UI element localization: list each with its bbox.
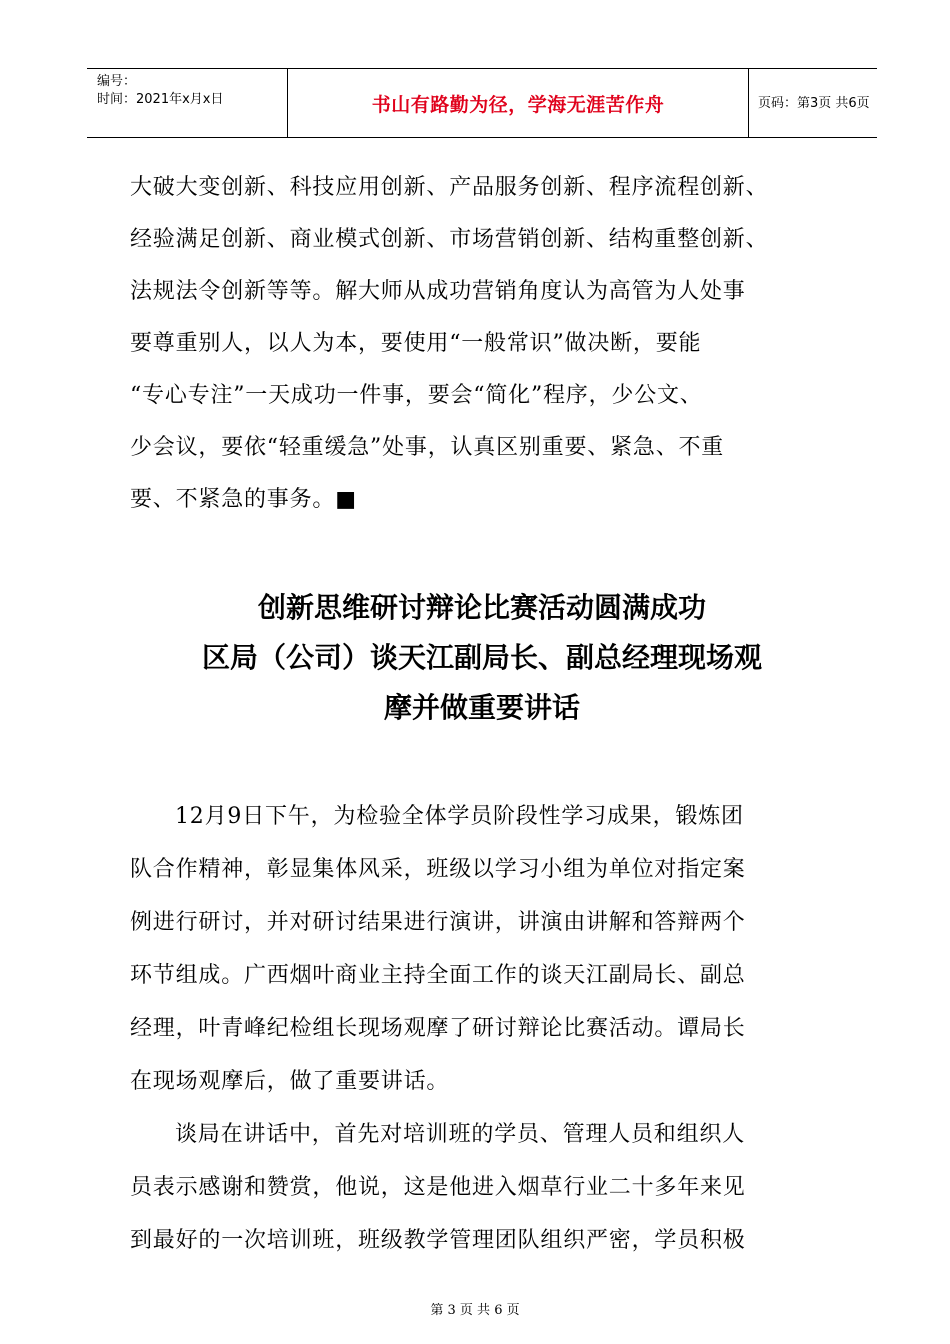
- article-title-line-1: 创新思维研讨辩论比赛活动圆满成功: [257, 591, 706, 624]
- text-line: 队合作精神，彰显集体风采，班级以学习小组为单位对指定案: [130, 857, 746, 882]
- page-code: 页码：第3页 共6页: [758, 95, 870, 111]
- text-line: 经验满足创新、商业模式创新、市场营销创新、结构重整创新、: [130, 227, 769, 252]
- text-line: 到最好的一次培训班，班级教学管理团队组织严密，学员积极: [130, 1228, 746, 1253]
- paragraph-2: [130, 790, 833, 1267]
- text-line: “专心专注”一天成功一件事，要会“简化”程序，少公文、: [130, 383, 703, 408]
- text-line: 在现场观摩后，做了重要讲话。: [130, 1069, 450, 1094]
- header-meta-cell: [87, 69, 287, 137]
- number-label: 编号：: [97, 74, 137, 89]
- text-line: 大破大变创新、科技应用创新、产品服务创新、程序流程创新、: [130, 175, 769, 200]
- text-line: 法规法令创新等等。解大师从成功营销角度认为高管为人处事: [130, 279, 746, 304]
- header-motto-cell: [287, 69, 749, 137]
- paragraph-1: [130, 162, 833, 526]
- document-header: [87, 68, 877, 138]
- text-line: 例进行研讨，并对研讨结果进行演讲，讲演由讲解和答辩两个: [130, 910, 746, 935]
- text-line: 谈局在讲话中，首先对培训班的学员、管理人员和组织人: [175, 1122, 746, 1147]
- text-line: 要、不紧急的事务。■: [130, 487, 357, 512]
- time-label: 时间：2021年x月x日: [97, 92, 224, 107]
- article-title-line-3: 摩并做重要讲话: [383, 691, 580, 724]
- text-line: 经理，叶青峰纪检组长现场观摩了研讨辩论比赛活动。谭局长: [130, 1016, 746, 1041]
- text-line: 要尊重别人，以人为本，要使用“一般常识”做决断，要能: [130, 331, 702, 356]
- text-line: 少会议，要依“轻重缓急”处事，认真区别重要、紧急、不重: [130, 435, 725, 460]
- text-line: 环节组成。广西烟叶商业主持全面工作的谈天江副局长、副总: [130, 963, 746, 988]
- motto-text: 书山有路勤为径，学海无涯苦作舟: [371, 93, 665, 116]
- header-page-cell: [748, 69, 877, 137]
- page-footer: 第 3 页 共 6 页: [430, 1303, 520, 1318]
- text-line: 12月9日下午，为检验全体学员阶段性学习成果，锻炼团: [175, 804, 744, 829]
- article-title-line-2: 区局（公司）谈天江副局长、副总经理现场观: [201, 641, 762, 674]
- text-line: 员表示感谢和赞赏，他说，这是他进入烟草行业二十多年来见: [130, 1175, 746, 1200]
